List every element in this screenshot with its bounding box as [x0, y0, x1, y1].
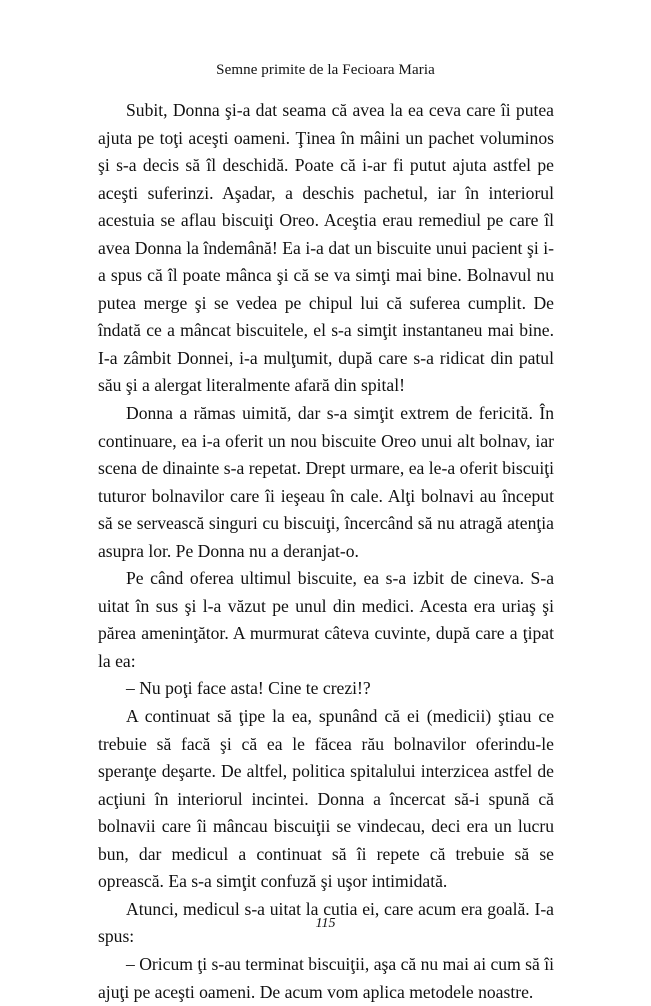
paragraph-1: Subit, Donna şi-a dat seama că avea la ea ceva care îi putea ajuta pe toţi aceşti oameni. Ţinea în mâini un pachet voluminos şi s-a decis să îl deschidă. Poate că i-ar fi putut ajuta astfel pe aceşti suferinzi. Aşadar, a deschis pachetul, iar în interiorul acestuia se aflau biscuiţi Oreo. Aceştia erau remediul pe care îl avea Donna la îndemână! Ea i-a dat un biscuite unui pacient şi i-a spus că îl poate mânca şi că se va simţi mai bine. Bolnavul nu putea merge şi se vedea pe chipul lui că suferea cumplit. De îndată ce a mâncat biscuitele, el s-a simţit instantaneu mai bine. I-a zâmbit Donnei, i-a mulţumit, după care s-a ridicat din patul său şi a alergat literalmente afară din spital!: [98, 100, 554, 396]
page-number: 115: [315, 916, 336, 931]
running-header: Semne primite de la Fecioara Maria: [216, 62, 435, 78]
dialogue-line-1: – Nu poţi face asta! Cine te crezi!?: [126, 678, 371, 699]
body-text: [98, 97, 554, 1006]
paragraph-5: Atunci, medicul s-a uitat la cutia ei, care acum era goală. I-a spus:: [98, 898, 554, 947]
paragraph-2: Donna a rămas uimită, dar s-a simţit extrem de fericită. În continuare, ea i-a oferit un nou biscuite Oreo unui alt bolnav, iar scena de dinainte s-a repetat. Drept urmare, ea le-a oferit biscuiţi tuturor bolnavilor care îi ieşeau în cale. Alţi bolnavi au început să se servească singuri cu biscuiţi, încercând să nu atragă atenţia asupra lor. Pe Donna nu a deranjat-o.: [98, 403, 554, 561]
dialogue-line-2: – Oricum ţi s-au terminat biscuiţii, aşa că nu mai ai cum să îi ajuţi pe aceşti oameni. De acum vom aplica metodele noastre.: [98, 953, 554, 1002]
paragraph-3: Pe când oferea ultimul biscuite, ea s-a izbit de cineva. S-a uitat în sus şi l-a văzut pe unul din medici. Acesta era uriaş şi părea ameninţător. A murmurat câteva cuvinte, după care a ţipat la ea:: [98, 568, 554, 671]
paragraph-4: A continuat să ţipe la ea, spunând că ei (medicii) ştiau ce trebuie să facă şi că ea le făcea rău bolnavilor oferindu-le speranţe deşarte. De altfel, politica spitalului interzicea astfel de acţiuni în interiorul incintei. Donna a încercat să-i spună că bolnavii care îi mâncau biscuiţii se vindecau, deci era un lucru bun, dar medicul a continuat să îi repete că trebuie să se oprească. Ea s-a simţit confuză şi uşor intimidată.: [98, 706, 554, 892]
